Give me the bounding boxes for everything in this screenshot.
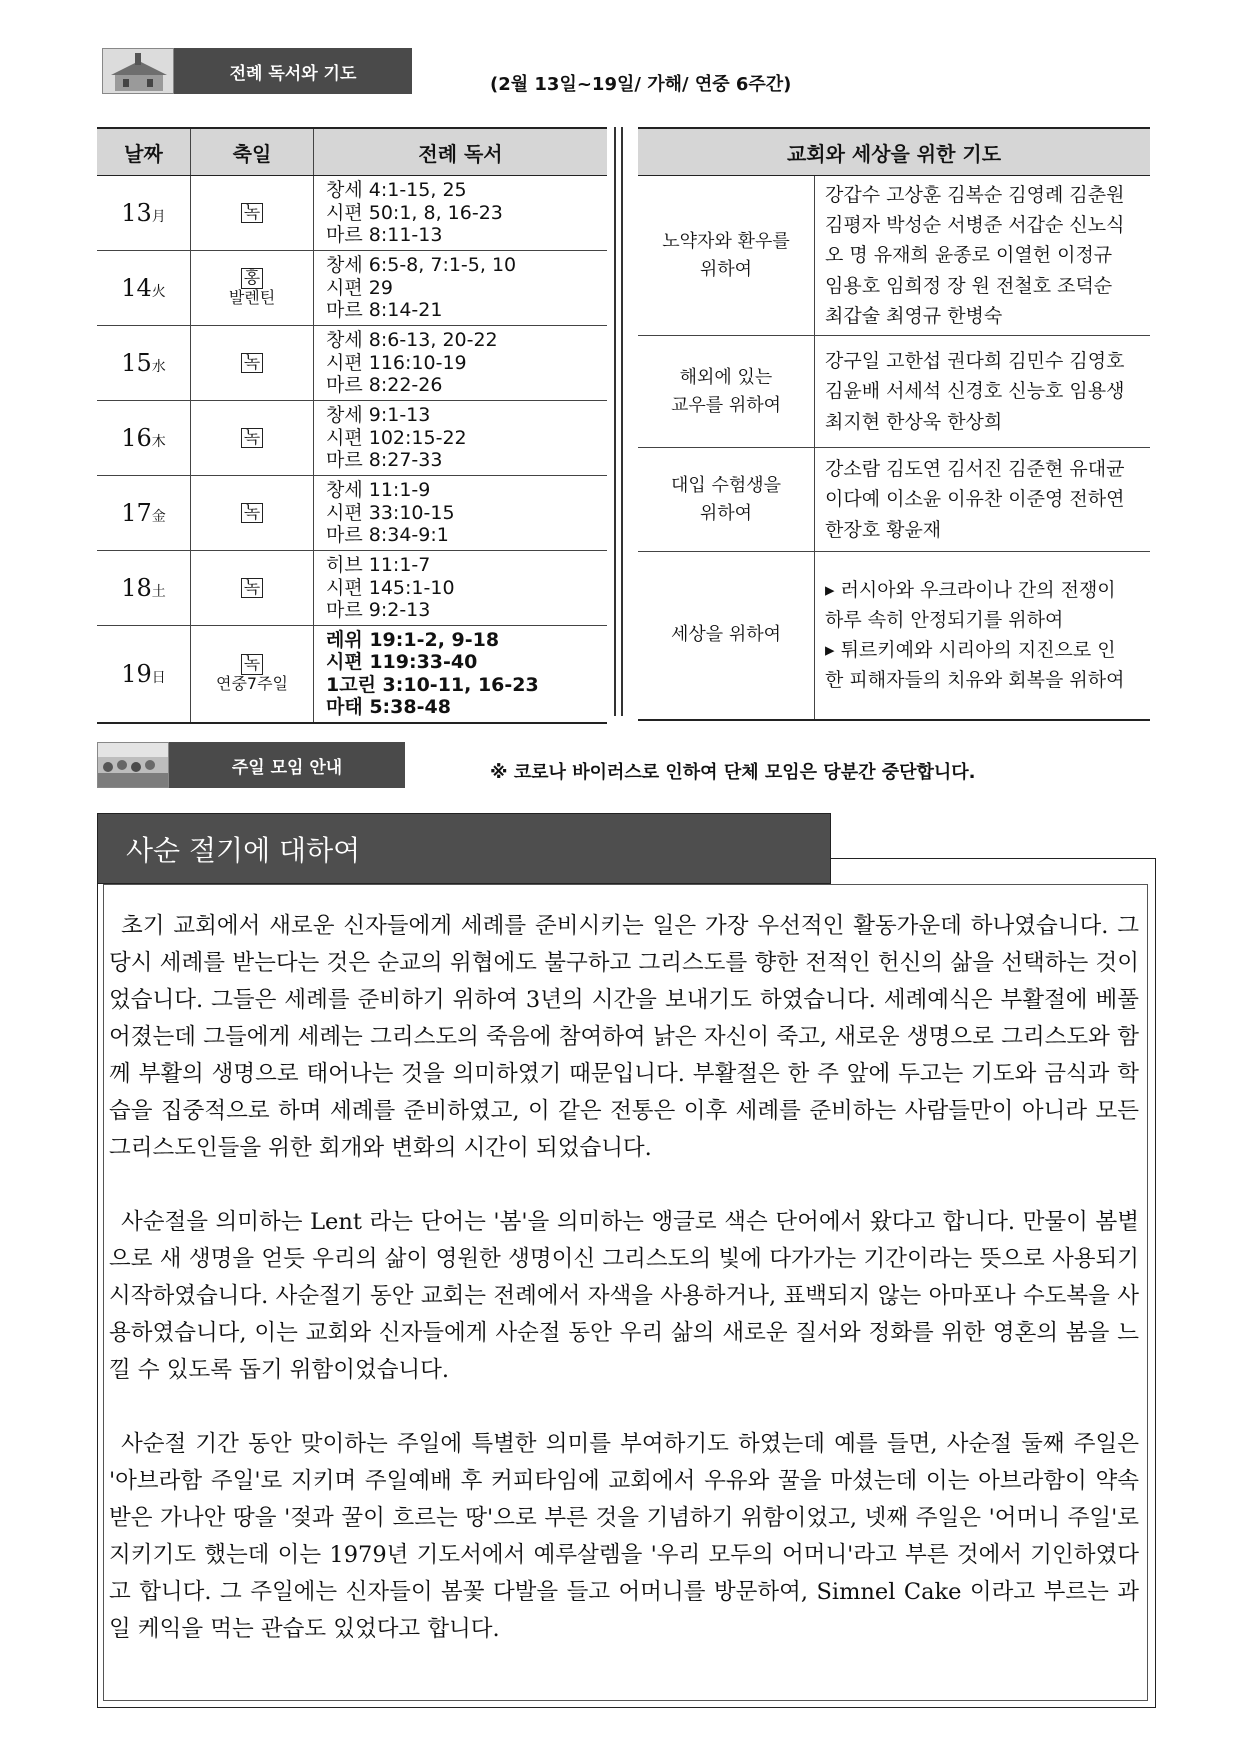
category-line: 대입 수험생을 (670, 474, 782, 496)
table-row (638, 448, 1150, 552)
table-row (97, 401, 607, 476)
table-row (97, 626, 607, 723)
date-cell (97, 176, 191, 251)
category-line: 세상을 위하여 (670, 624, 782, 646)
reading: 시편 33:10-15 (326, 501, 455, 524)
reading: 창세 6:5-8, 7:1-5, 10 (326, 254, 517, 277)
names-line: ▸ 튀르키예와 시리아의 지진으로 인 (825, 639, 1116, 662)
reading: 히브 11:1-7 (326, 554, 431, 577)
feast-name: 연중7주일 (215, 673, 288, 693)
reading: 1고린 3:10-11, 16-23 (326, 673, 539, 696)
feast-name: 발렌틴 (228, 288, 276, 308)
readings-cell (314, 476, 608, 551)
names-line: 임용호 임희정 장 원 전철호 조덕순 (825, 274, 1113, 297)
names-line: 강구일 고한섭 권다희 김민수 김영호 (825, 350, 1125, 373)
table-row (97, 326, 607, 401)
weekday: 水 (151, 359, 166, 375)
names-line: 한 피해자들의 치유와 회복을 위하여 (825, 669, 1125, 692)
prayer-names (815, 448, 1151, 552)
reading: 창세 4:1-15, 25 (326, 179, 467, 202)
readings-cell (314, 626, 608, 723)
prayer-names (815, 552, 1151, 720)
reading: 시편 50:1, 8, 16-23 (326, 201, 503, 224)
reading: 창세 9:1-13 (326, 404, 431, 427)
reading: 창세 11:1-9 (326, 479, 431, 502)
feast-cell (191, 176, 314, 251)
readings-cell (314, 251, 608, 326)
weekday: 木 (151, 434, 166, 450)
green-color-mark: 녹 (241, 654, 263, 675)
date-cell (97, 251, 191, 326)
feast-cell (191, 251, 314, 326)
reading: 창세 8:6-13, 20-22 (326, 329, 498, 352)
red-color-mark: 홍 (241, 268, 263, 289)
category-line: 위하여 (699, 502, 753, 524)
category-line: 위하여 (699, 258, 753, 280)
names-line: 한장호 황윤재 (825, 518, 942, 541)
readings-cell (314, 326, 608, 401)
table-row (638, 176, 1150, 336)
reading: 시편 119:33-40 (326, 651, 478, 674)
prayer-category (638, 552, 815, 720)
names-line: 오 명 유재희 윤종로 이열헌 이정규 (825, 244, 1113, 267)
reading: 마르 9:2-13 (326, 599, 431, 622)
prayer-table (638, 127, 1150, 721)
prayer-names (815, 336, 1151, 448)
green-color-mark: 녹 (241, 428, 263, 449)
prayer-header: 교회와 세상을 위한 기도 (638, 128, 1150, 176)
reading: 시편 29 (326, 276, 393, 299)
category-line: 노약자와 환우를 (662, 230, 790, 252)
liturgy-table (97, 127, 607, 724)
weekday: 金 (151, 509, 166, 525)
col-date: 날짜 (97, 128, 191, 176)
feast-cell (191, 476, 314, 551)
week-range: (2월 13일~19일/ 가해/ 연중 6주간) (490, 74, 792, 95)
names-line: 최갑술 최영규 한병숙 (825, 304, 1003, 327)
prayer-names (815, 176, 1151, 336)
table-row (97, 176, 607, 251)
day: 17 (121, 499, 152, 527)
liturgy-banner (102, 48, 412, 94)
feast-cell (191, 551, 314, 626)
reading: 레위 19:1-2, 9-18 (326, 628, 500, 651)
readings-cell (314, 176, 608, 251)
feast-cell (191, 626, 314, 723)
meeting-photo (97, 742, 169, 788)
date-cell (97, 401, 191, 476)
weekday: 火 (151, 284, 166, 300)
names-line: 최지현 한상욱 한상희 (825, 410, 1003, 433)
lent-paragraph: 초기 교회에서 새로운 신자들에게 세례를 준비시키는 일은 가장 우선적인 활동가운데 하나였습니다. 그 당시 세례를 받는다는 것은 순교의 위협에도 불구하고 그리스도를 향한 전적인 헌신의 삶을 선택하는 것이었습니다. 그들은 세례를 준비하기 위하여 3년의 시간을 보내기도 하였습니다. 세례예식은 부활절에 베풀어졌는데 그들에게 세례는 그리스도의 죽음에 참여하여 낡은 자신이 죽고, 새로운 생명으로 그리스도와 함께 부활의 생명으로 태어나는 것을 의미하였기 때문입니다. 부활절은 한 주 앞에 두고는 기도와 금식과 학습을 집중적으로 하며 세례를 준비하였고, 이 같은 전통은 이후 세례를 준비하는 사람들만이 아니라 모든 그리스도인들을 위한 회개와 변화의 시간이 되었습니다. (109, 913, 1139, 1161)
column-divider (614, 127, 616, 716)
table-row (97, 251, 607, 326)
green-color-mark: 녹 (241, 203, 263, 224)
reading: 시편 145:1-10 (326, 576, 455, 599)
meeting-notice: ※ 코로나 바이러스로 인하여 단체 모임은 당분간 중단합니다. (490, 762, 976, 783)
green-color-mark: 녹 (241, 578, 263, 599)
reading: 마태 5:38-48 (326, 696, 451, 719)
names-line: 김윤배 서세석 신경호 신능호 임용생 (825, 380, 1125, 403)
day: 13 (121, 199, 152, 227)
names-line: 하루 속히 안정되기를 위하여 (825, 609, 1064, 632)
green-color-mark: 녹 (241, 353, 263, 374)
table-row (97, 476, 607, 551)
names-line: 김평자 박성순 서병준 서갑순 신노식 (825, 214, 1125, 237)
reading: 시편 102:15-22 (326, 426, 467, 449)
reading: 마르 8:34-9:1 (326, 524, 449, 547)
date-cell (97, 326, 191, 401)
col-readings: 전례 독서 (314, 128, 608, 176)
day: 14 (121, 274, 152, 302)
prayer-category (638, 176, 815, 336)
green-color-mark: 녹 (241, 503, 263, 524)
lent-title: 사순 절기에 대하여 (97, 813, 831, 884)
names-line: ▸ 러시아와 우크라이나 간의 전쟁이 (825, 579, 1116, 602)
names-line: 강소람 김도연 김서진 김준현 유대균 (825, 458, 1125, 481)
names-line: 이다예 이소윤 이유찬 이준영 전하연 (825, 488, 1125, 511)
day: 19 (121, 659, 152, 688)
date-cell (97, 476, 191, 551)
readings-cell (314, 551, 608, 626)
lent-article (109, 908, 1139, 1648)
reading: 마르 8:27-33 (326, 449, 443, 472)
meeting-banner (97, 742, 405, 788)
weekday: 月 (151, 209, 166, 225)
day: 16 (121, 424, 152, 452)
reading: 마르 8:22-26 (326, 374, 443, 397)
prayer-category (638, 448, 815, 552)
reading: 마르 8:14-21 (326, 299, 443, 322)
reading: 마르 8:11-13 (326, 224, 443, 247)
table-row (97, 551, 607, 626)
column-divider (621, 127, 623, 716)
day: 15 (121, 349, 152, 377)
reading: 시편 116:10-19 (326, 351, 467, 374)
date-cell (97, 551, 191, 626)
date-cell (97, 626, 191, 723)
names-line: 강갑수 고상훈 김복순 김영례 김춘원 (825, 184, 1125, 207)
liturgy-banner-label: 전례 독서와 기도 (174, 48, 412, 94)
col-feast: 축일 (191, 128, 314, 176)
table-row (638, 552, 1150, 720)
lent-paragraph: 사순절 기간 동안 맞이하는 주일에 특별한 의미를 부여하기도 하였는데 예를 들면, 사순절 둘째 주일은 '아브라함 주일'로 지키며 주일예배 후 커피타임에 교회에서 우유와 꿀을 마셨는데 이는 아브라함이 약속받은 가나안 땅을 '젖과 꿀이 흐르는 땅'으로 부른 것을 기념하기 위함이었고, 넷째 주일은 '어머니 주일'로 지키기도 했는데 이는 1979년 기도서에서 예루살렘을 '우리 모두의 어머니'라고 부른 것에서 기인하였다고 합니다. 그 주일에는 신자들이 봄꽃 다발을 들고 어머니를 방문하여, Simnel Cake 이라고 부르는 과일 케익을 먹는 관습도 있었다고 합니다. (109, 1431, 1140, 1642)
weekday: 土 (151, 584, 166, 600)
table-row (638, 336, 1150, 448)
feast-cell (191, 401, 314, 476)
prayer-category (638, 336, 815, 448)
meeting-banner-label: 주일 모임 안내 (169, 742, 405, 788)
category-line: 해외에 있는 (679, 366, 773, 388)
category-line: 교우를 위하여 (670, 394, 782, 416)
day: 18 (121, 574, 152, 602)
lent-paragraph: 사순절을 의미하는 Lent 라는 단어는 '봄'을 의미하는 앵글로 색슨 단어에서 왔다고 합니다. 만물이 봄볕으로 새 생명을 얻듯 우리의 삶이 영원한 생명이신 그리스도의 빛에 다가가는 기간이라는 뜻으로 사용되기 시작하였습니다. 사순절기 동안 교회는 전례에서 자색을 사용하거나, 표백되지 않는 아마포나 수도복을 사용하였습니다, 이는 교회와 신자들에게 사순절 동안 우리 삶의 새로운 질서와 정화를 위한 영혼의 봄을 느낄 수 있도록 돕기 위함이었습니다. (109, 1209, 1139, 1383)
church-photo (102, 48, 174, 94)
weekday: 日 (151, 669, 166, 686)
readings-cell (314, 401, 608, 476)
feast-cell (191, 326, 314, 401)
